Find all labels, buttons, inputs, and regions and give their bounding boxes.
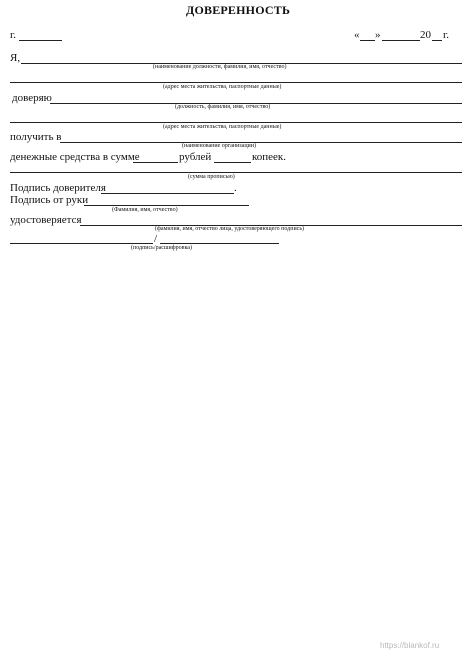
year-suffix: г. (443, 29, 450, 41)
city-prefix: г. (10, 29, 17, 41)
caption-address-passport-2: (адрес места жительства, паспортные данные) (163, 124, 282, 130)
caption-sign-decode: (подпись/расшифровка) (131, 245, 192, 251)
principal-signature-end: . (234, 182, 237, 194)
principal-signature-label: Подпись доверителя (10, 182, 106, 194)
day-blank (360, 40, 375, 41)
caption-certifier: (фамилия, имя, отчество лица, удостоверяющего подпись) (155, 226, 305, 232)
rubles-blank (133, 162, 178, 163)
caption-address-passport-1: (адрес места жительства, паспортные данные) (163, 84, 282, 90)
caption-organization: (наименование организации) (182, 143, 256, 149)
principal-signature-line (101, 193, 234, 194)
money-text-2: рублей (179, 151, 212, 163)
sum-words-line (10, 172, 462, 173)
date-close-quote: » (375, 29, 381, 41)
watermark-url: https://blankof.ru (380, 641, 440, 650)
caption-position-name: (наименование должности, фамилия, имя, отчество) (153, 64, 287, 70)
document-title: ДОВЕРЕННОСТЬ (186, 3, 291, 17)
city-blank (19, 40, 62, 41)
hand-signature-line (84, 205, 249, 206)
month-blank (382, 40, 420, 41)
certified-label: удостоверяется (10, 214, 82, 226)
receive-label: получить в (10, 131, 62, 143)
caption-position-name-short: (должность, фамилия, имя, отчество) (175, 104, 271, 110)
year-prefix: 20 (420, 29, 431, 41)
date-open-quote: « (354, 29, 360, 41)
decode-line (160, 243, 279, 244)
money-text-3: копеек. (252, 151, 287, 163)
money-text-1: денежные средства в сумме (10, 151, 140, 163)
slash-separator: / (154, 233, 158, 245)
caption-sum-words: (сумма прописью) (188, 174, 235, 180)
signature-line (10, 243, 153, 244)
hand-signature-label: Подпись от руки (10, 194, 89, 206)
address-line-1 (10, 82, 462, 83)
organization-line (60, 142, 462, 143)
year-blank (432, 40, 442, 41)
caption-fio: (Фамилия, имя, отчество) (112, 207, 178, 213)
ya-label: Я, (10, 52, 21, 64)
kopecks-blank (214, 162, 251, 163)
trust-label: доверяю (12, 92, 52, 104)
address-line-2 (10, 122, 462, 123)
